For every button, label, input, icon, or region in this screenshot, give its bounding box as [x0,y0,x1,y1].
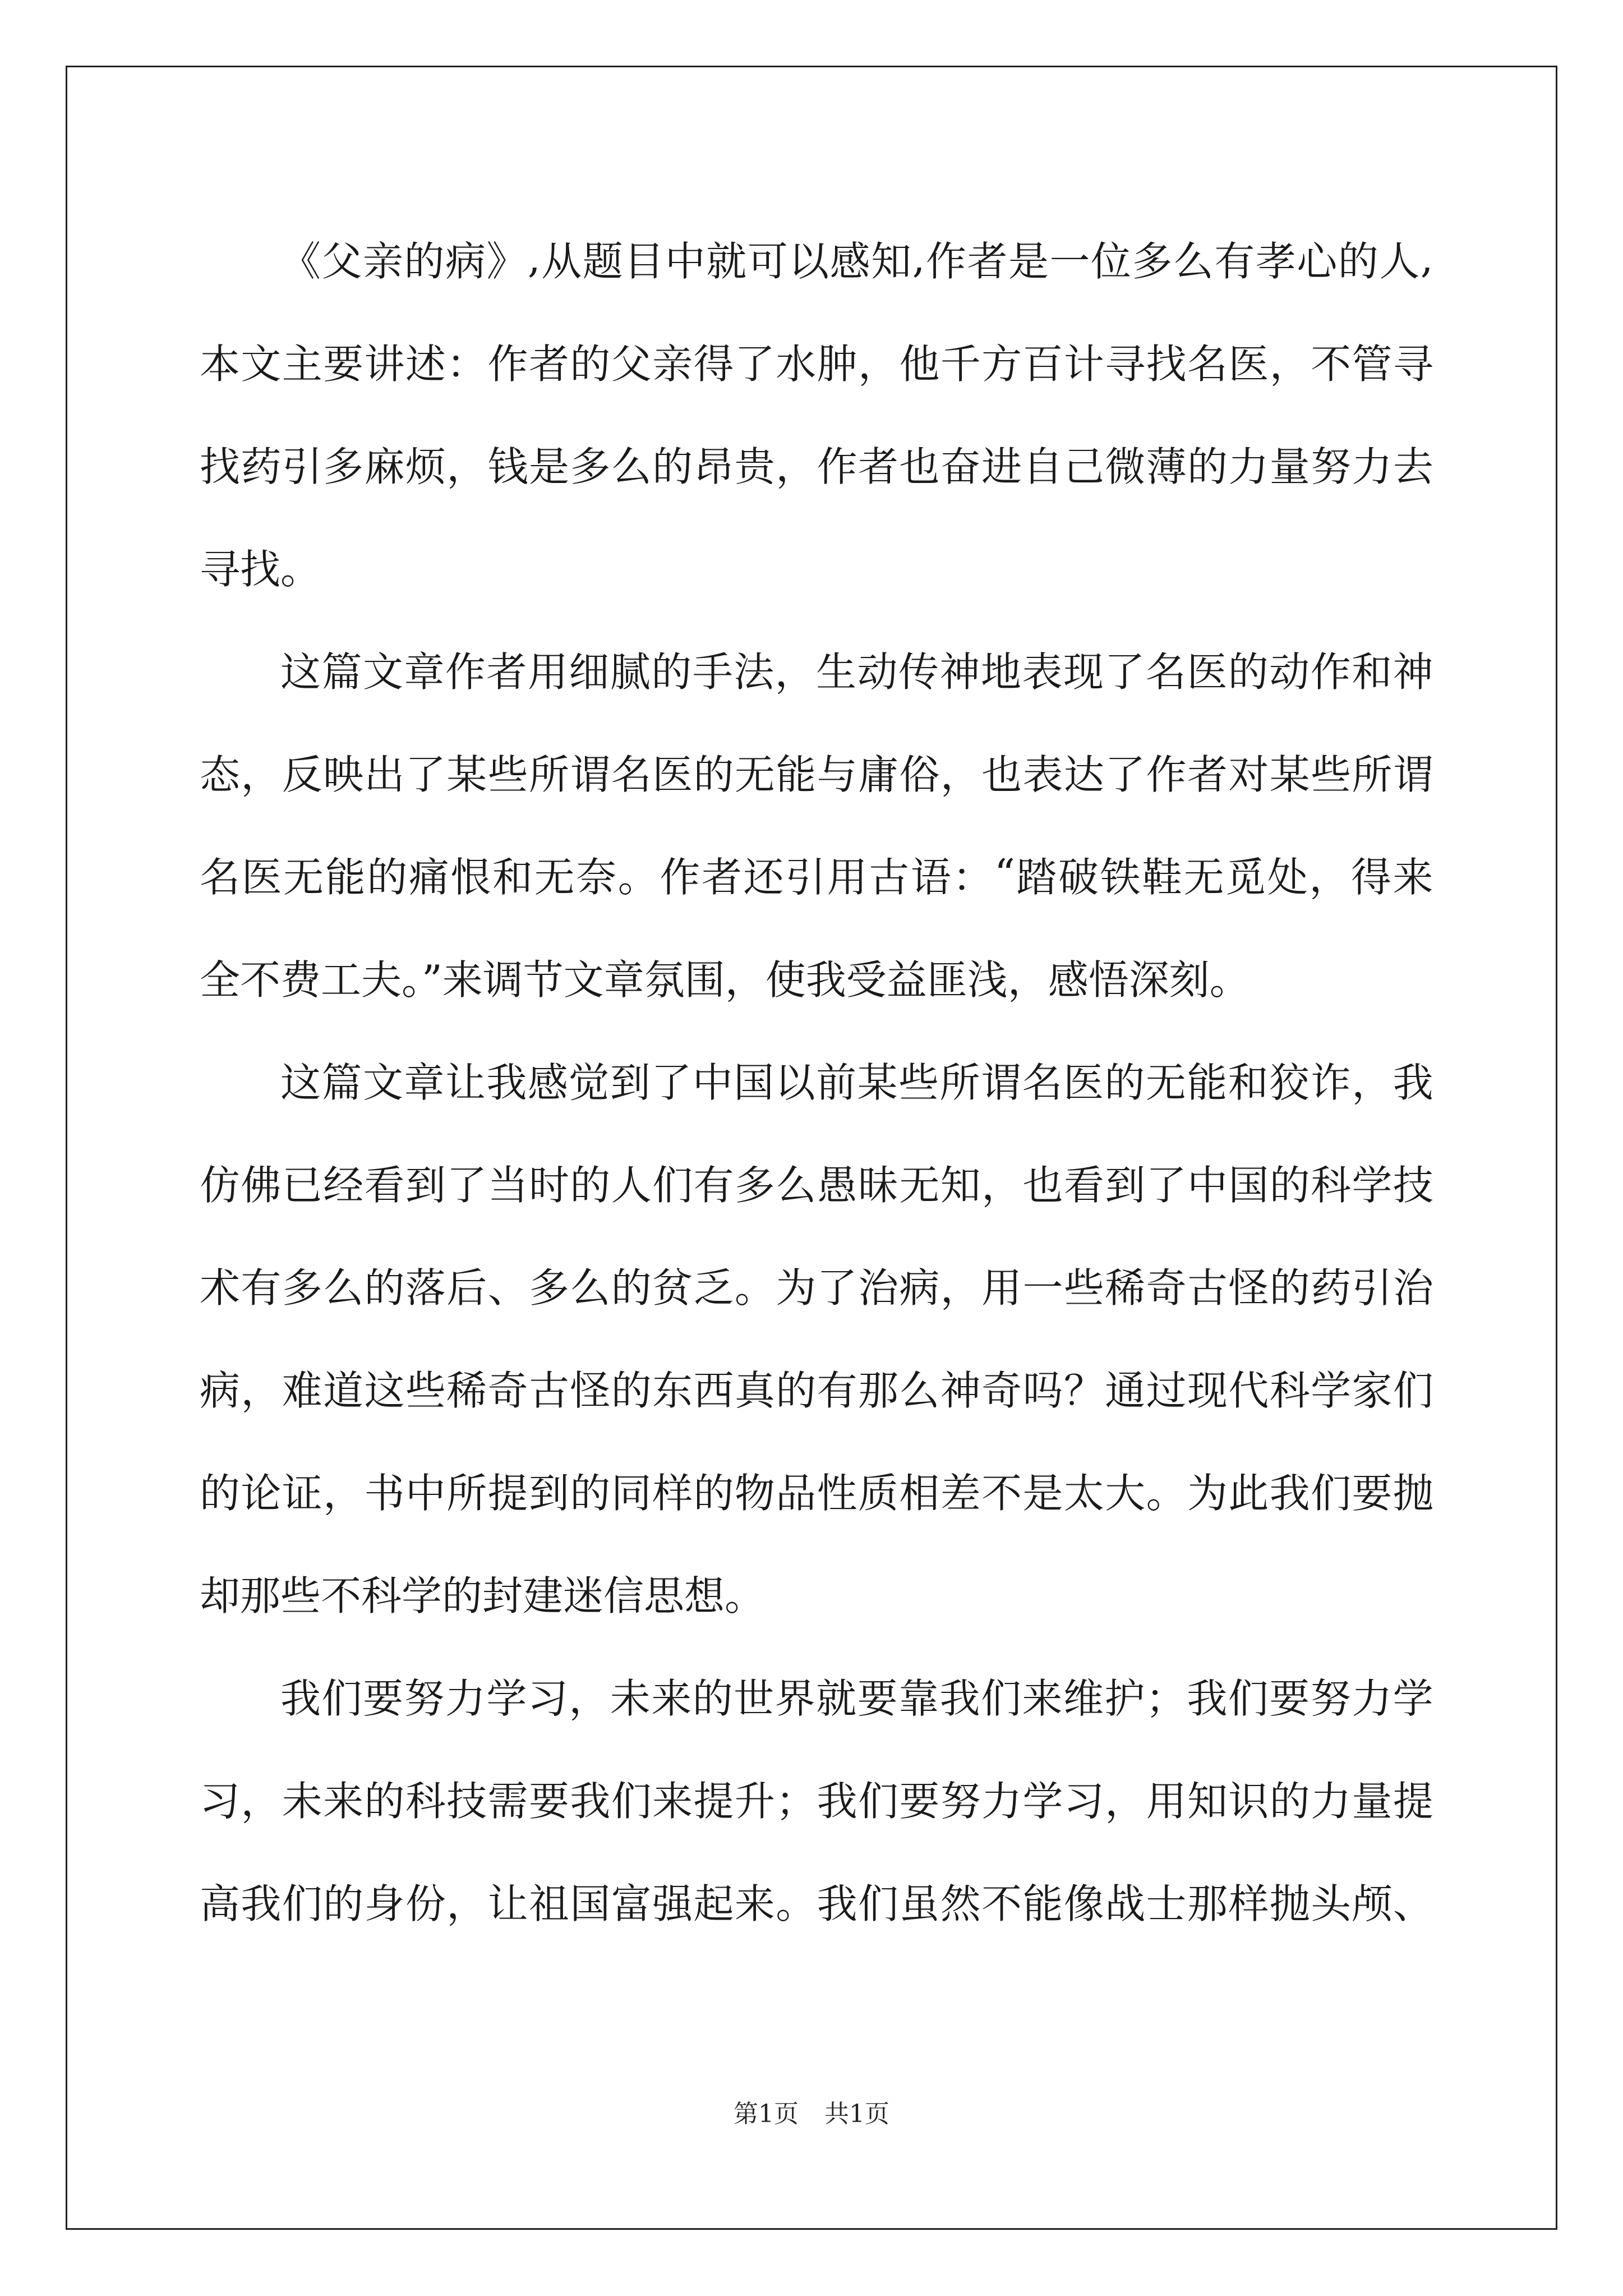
page-footer [0,2093,1623,2129]
text-line: 全不费工夫。”来调节文章氛围，使我受益匪浅，感悟深刻。 [200,956,1250,1004]
text-line: 名 医 无 能 的 痛 恨 和 无 奈 。 作 者 还 引 用 古 语 ： “ 踏 破 铁 鞋 无 觅 处 ， 得 来 [200,850,1433,901]
page-total: 共1页 [824,2100,889,2128]
text-line: 态 ， 反 映 出 了 某 些 所 谓 名 医 的 无 能 与 庸 俗 ， 也 表 达 了 作 者 对 某 些 所 谓 [200,751,1433,798]
text-line: 术 有 多 么 的 落 后 、 多 么 的 贫 乏 。 为 了 治 病 ， 用 一 些 稀 奇 古 怪 的 药 引 治 [200,1264,1433,1312]
text-line: 却那些不科学的封建迷信思想。 [200,1572,766,1619]
page-number: 第1页 [734,2100,799,2128]
text-line: 的 论 证 ， 书 中 所 提 到 的 同 样 的 物 品 性 质 相 差 不 是 太 大 。 为 此 我 们 要 抛 [200,1469,1433,1517]
text-line: 高 我 们 的 身 份 ， 让 祖 国 富 强 起 来 。 我 们 虽 然 不 能 像 战 士 那 样 抛 头 颅 、 [200,1880,1433,1927]
text-line: 寻找。 [200,545,321,593]
text-line: 我 们 要 努 力 学 习 ， 未 来 的 世 界 就 要 靠 我 们 来 维 护 ； 我 们 要 努 力 学 [280,1674,1433,1722]
text-line: 这 篇 文 章 作 者 用 细 腻 的 手 法 ， 生 动 传 神 地 表 现 了 名 医 的 动 作 和 神 [280,648,1433,696]
text-line: 《 父 亲 的 病 》 , 从 题 目 中 就 可 以 感 知 , 作 者 是 一 位 多 么 有 孝 心 的 人 , [280,234,1433,285]
text-line: 习 ， 未 来 的 科 技 需 要 我 们 来 提 升 ； 我 们 要 努 力 学 习 ， 用 知 识 的 力 量 提 [200,1777,1433,1825]
text-line: 仿 佛 已 经 看 到 了 当 时 的 人 们 有 多 么 愚 昧 无 知 ， 也 看 到 了 中 国 的 科 学 技 [200,1161,1433,1209]
document-body [200,206,1433,1952]
text-line: 这 篇 文 章 让 我 感 觉 到 了 中 国 以 前 某 些 所 谓 名 医 的 无 能 和 狡 诈 ， 我 [280,1059,1433,1106]
text-line: 本 文 主 要 讲 述 ： 作 者 的 父 亲 得 了 水 肿 ， 他 千 方 百 计 寻 找 名 医 ， 不 管 寻 [200,340,1433,388]
text-line: 找 药 引 多 麻 烦 ， 钱 是 多 么 的 昂 贵 ， 作 者 也 奋 进 自 己 微 薄 的 力 量 努 力 去 [200,443,1433,490]
text-line: 病 ， 难 道 这 些 稀 奇 古 怪 的 东 西 真 的 有 那 么 神 奇 吗 ？ 通 过 现 代 科 学 家 们 [200,1366,1433,1414]
